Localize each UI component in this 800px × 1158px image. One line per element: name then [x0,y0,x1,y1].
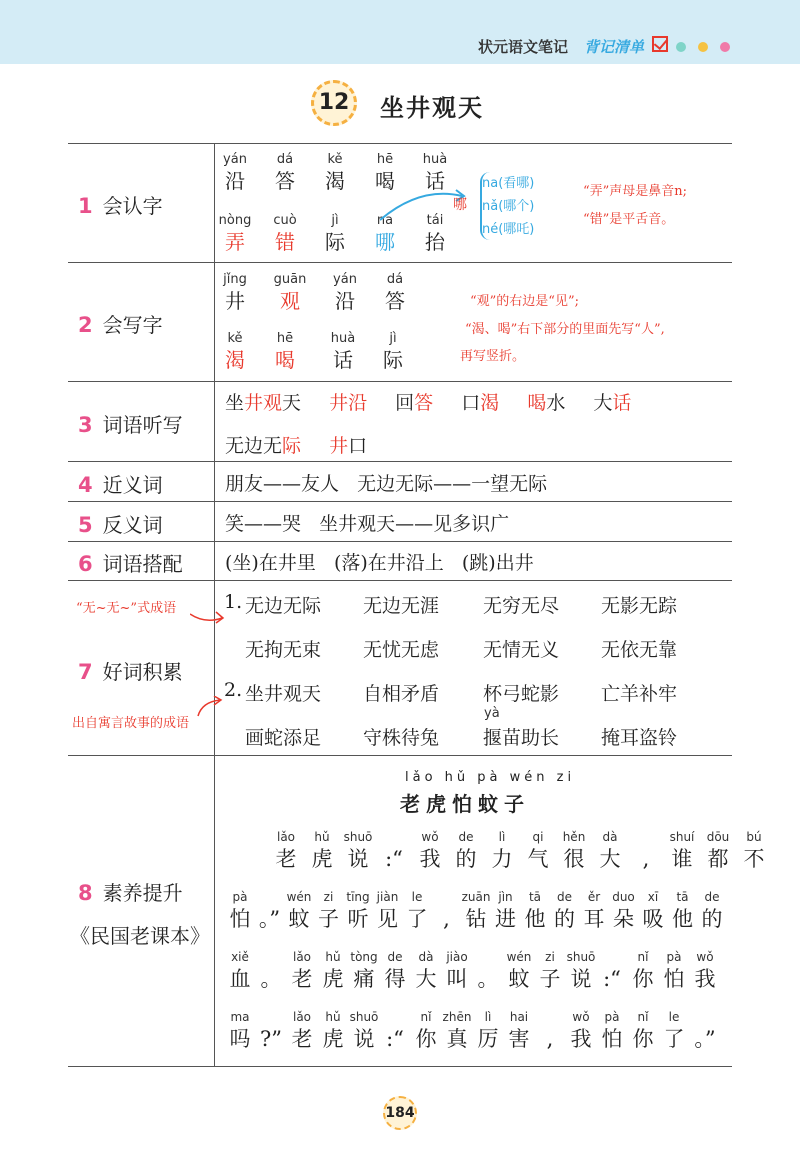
story-char: zi 子 [539,950,561,991]
story-char: bú 不 [743,830,765,871]
story-char: :“ [603,967,621,991]
char-item: yán 沿 [223,152,247,193]
synonyms: 朋友——友人 无边无际——一望无际 [225,473,548,495]
story-char: qi 气 [527,830,549,871]
story-char: pà 怕 [601,1010,623,1051]
char-item: yán 沿 [333,272,357,313]
dictation-line: 无边无际 井口 [225,435,368,457]
row-label: 1 会认字 [78,194,163,218]
story-title-pinyin: lǎo hǔ pà wén zi [405,770,576,785]
story-char: , [546,1027,554,1051]
char-item: kě 渴 [325,152,345,193]
story-char: wǒ 我 [694,950,716,991]
char-item: hē 喝 [275,331,295,372]
row-sublabel: 《民国老课本》 [70,924,210,948]
story-char: lǎo 老 [291,950,313,991]
story-char: pà 怕 [663,950,685,991]
note: “无~无~”式成语 [76,601,177,616]
char-item: hē 喝 [375,152,395,193]
idiom: 画蛇添足 [245,727,322,749]
dot-icon [720,42,730,52]
row-label: 3 词语听写 [78,413,183,437]
brand-title: 状元语文笔记 [478,38,569,56]
story-char: hǔ 虎 [322,1010,344,1051]
story-char: hěn 很 [562,830,586,871]
idiom: 坐井观天 [245,683,322,705]
story-char: nǐ 你 [632,950,654,991]
char-item: kě 渴 [225,331,245,372]
idiom: 无依无靠 [601,639,678,661]
story-char: de 的 [701,890,723,931]
reading-item: na(看哪) [482,176,535,191]
story-char: tīng 听 [346,890,370,931]
lesson-number: 12 [311,80,357,126]
story-char: de 的 [455,830,477,871]
idiom: 守株待兔 [363,727,440,749]
story-char: lì 力 [491,830,513,871]
story-char: jiào 叫 [446,950,468,991]
dictation-line: 坐井观天 井沿 回答 口渴 喝水 大话 [225,392,632,414]
divider [68,541,732,542]
char-item: jì 际 [325,213,345,254]
char-item: huà 话 [422,152,448,193]
story-char: de 的 [554,890,575,931]
story-char: jiàn 见 [376,890,399,931]
idiom: 无情无义 [483,639,560,661]
dot-icon [676,42,686,52]
story-char: duo 朵 [612,890,635,931]
story-char: , [642,847,650,871]
story-title: 老虎怕蚊子 [400,792,530,816]
row-label: 5 反义词 [78,513,163,537]
story-char: zhēn 真 [442,1010,472,1051]
row-label: 7 好词积累 [78,660,183,684]
story-char: :“ [385,847,403,871]
story-char: pà 怕 [229,890,251,931]
char-item: huà 话 [330,331,356,372]
char-item: guān 观 [273,272,307,313]
story-char: wén 蚊 [506,950,532,991]
idiom: 杯弓蛇影 [483,683,560,705]
char-item: tái 抬 [425,213,445,254]
story-char: shuō 说 [343,830,373,871]
story-char: ma 吗 [229,1010,251,1051]
idiom: 无忧无虑 [363,639,440,661]
page-number: 184 [383,1096,417,1130]
story-char: wǒ 我 [419,830,441,871]
story-char: hǔ 虎 [322,950,344,991]
story-char: hǔ 虎 [311,830,333,871]
story-char: 。” [258,907,281,931]
divider [68,143,732,144]
char-item: jì 际 [383,331,403,372]
idiom: 无拘无束 [245,639,322,661]
reading-item: nǎ(哪个) [482,199,535,214]
dot-icon [698,42,708,52]
collocation: (坐)在井里 (落)在井沿上 (跳)出井 [225,552,534,574]
story-char: xī 吸 [642,890,664,931]
story-char: le 了 [406,890,428,931]
story-char: zi 子 [318,890,339,931]
divider [68,461,732,462]
char-item: cuò 错 [273,213,297,254]
divider [68,580,732,581]
idiom: 无边无涯 [363,595,440,617]
na-char: 哪 [453,197,467,213]
group-prefix: 1. [224,591,243,613]
idiom: 无边无际 [245,595,322,617]
story-char: 。 [477,967,499,991]
char-item: dá 答 [385,272,405,313]
idiom: 无穷无尽 [483,595,560,617]
series-title: 背记清单 [584,38,645,56]
idiom: 无影无踪 [601,595,678,617]
antonyms: 笑——哭 坐井观天——见多识广 [225,513,510,535]
idiom: 揠苗助长 [483,727,560,749]
divider [68,1066,732,1067]
story-char: xiě 血 [229,950,251,991]
story-char: shuō 说 [349,1010,379,1051]
story-char: 。” [694,1027,716,1051]
story-char: 。 [260,967,282,991]
row-label: 8 素养提升 [78,881,183,905]
idiom: 掩耳盗铃 [601,727,678,749]
row-label: 4 近义词 [78,473,163,497]
idiom: 亡羊补牢 [601,683,678,705]
story-char: :“ [386,1027,404,1051]
note: “观”的右边是“见”; [470,294,579,309]
story-char: jìn 进 [495,890,516,931]
divider [68,381,732,382]
divider [68,262,732,263]
arrow-icon [196,696,226,720]
char-item: nòng 弄 [218,213,252,254]
char-item: na 哪 [375,213,395,254]
row-label: 6 词语搭配 [78,552,183,576]
group-prefix: 2. [224,679,243,701]
story-char: , [443,907,450,931]
note: “弄”声母是鼻音n; [583,184,688,199]
header-banner [0,0,800,64]
lesson-title: 坐井观天 [380,94,484,122]
divider [68,501,732,502]
checkbox-icon [652,36,668,52]
story-char: nǐ 你 [415,1010,437,1051]
reading-item: né(哪吒) [482,222,535,237]
story-char: dà 大 [599,830,621,871]
story-char: lǎo 老 [291,1010,313,1051]
story-char: dà 大 [415,950,437,991]
char-item: dá 答 [275,152,295,193]
story-char: ?” [260,1027,282,1051]
divider [68,755,732,756]
story-char: lì 厉 [477,1010,499,1051]
story-char: shuō 说 [566,950,596,991]
story-char: nǐ 你 [632,1010,654,1051]
note: “错”是平舌音。 [583,212,675,227]
story-char: ěr 耳 [583,890,605,931]
note: 再写竖折。 [460,349,526,364]
char-item: jǐng 井 [223,272,247,313]
story-char: tòng 痛 [350,950,378,991]
row-label: 2 会写字 [78,313,163,337]
note: 出自寓言故事的成语 [72,716,190,731]
story-char: de 得 [384,950,406,991]
story-char: le 了 [663,1010,685,1051]
story-char: zuān 钻 [461,890,491,931]
story-char: tā 他 [524,890,546,931]
story-char: wǒ 我 [570,1010,592,1051]
note: “渴、喝”右下部分的里面先写“人”, [465,322,665,337]
story-char: shuí 谁 [669,830,695,871]
story-char: wén 蚊 [286,890,312,931]
idiom: 自相矛盾 [363,683,440,705]
story-char: tā 他 [672,890,693,931]
story-char: hai 害 [508,1010,530,1051]
story-char: lǎo 老 [275,830,297,871]
story-char: dōu 都 [706,830,730,871]
pinyin: yà [484,706,500,721]
